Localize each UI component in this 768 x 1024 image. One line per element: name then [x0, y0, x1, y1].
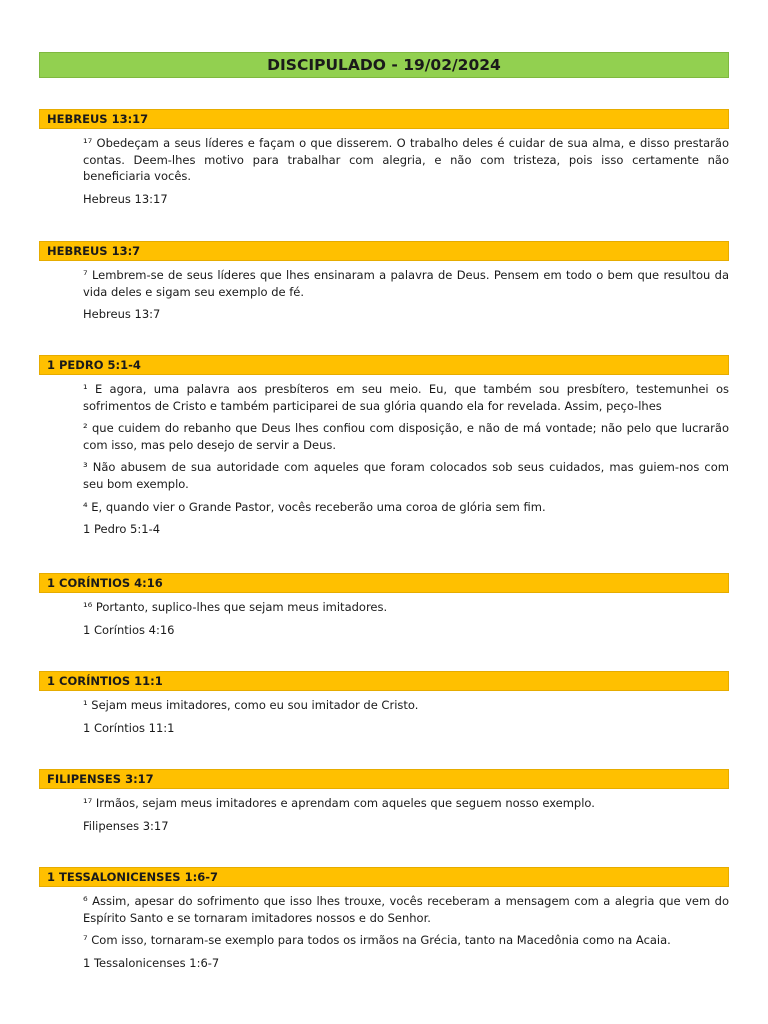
section-header: FILIPENSES 3:17 [39, 769, 729, 789]
verse-text: ⁷ Lembrem-se de seus líderes que lhes ensinaram a palavra de Deus. Pensem em todo o bem que resultou da vida deles e sigam seu exemplo de fé. [83, 268, 729, 299]
section-filipenses-3-17 [39, 769, 729, 834]
verse-text: ⁷ Com isso, tornaram-se exemplo para todos os irmãos na Grécia, tanto na Macedônia como na Acaia. [83, 933, 671, 948]
section-header: HEBREUS 13:7 [39, 241, 729, 261]
verse-text: ³ Não abusem de sua autoridade com aqueles que foram colocados sob seus cuidados, mas guiem-nos com seu bom exemplo. [83, 460, 729, 491]
verse-text: ¹ E agora, uma palavra aos presbíteros em seu meio. Eu, que também sou presbítero, testemunhei os sofrimentos de Cristo e também participarei de sua glória quando ela for revelada. Assim, peço-lhes [83, 382, 729, 413]
section-1-corintios-11-1 [39, 671, 729, 736]
section-1-corintios-4-16 [39, 573, 729, 638]
section-header: 1 TESSALONICENSES 1:6-7 [39, 867, 729, 887]
section-hebreus-13-7 [39, 241, 729, 323]
section-hebreus-13-17 [39, 109, 729, 207]
verse-reference: Hebreus 13:7 [83, 307, 161, 322]
section-1-pedro-5-1-4 [39, 355, 729, 538]
section-header: 1 PEDRO 5:1-4 [39, 355, 729, 375]
verse-text: ⁶ Assim, apesar do sofrimento que isso lhes trouxe, vocês receberam a mensagem com a alegria que vem do Espírito Santo e se tornaram imitadores nossos e do Senhor. [83, 894, 729, 925]
section-header: HEBREUS 13:17 [39, 109, 729, 129]
section-header: 1 CORÍNTIOS 11:1 [39, 671, 729, 691]
verse-reference: 1 Pedro 5:1-4 [83, 522, 161, 537]
verse-reference: Hebreus 13:17 [83, 191, 168, 206]
verse-reference: 1 Tessalonicenses 1:6-7 [83, 955, 220, 970]
section-header: 1 CORÍNTIOS 4:16 [39, 573, 729, 593]
verse-reference: 1 Coríntios 11:1 [83, 720, 175, 735]
verse-text: ¹ Sejam meus imitadores, como eu sou imitador de Cristo. [83, 698, 419, 712]
verse-reference: Filipenses 3:17 [83, 818, 169, 833]
page-title: DISCIPULADO - 19/02/2024 [39, 52, 729, 78]
verse-reference: 1 Coríntios 4:16 [83, 622, 175, 637]
verse-text: ¹⁷ Irmãos, sejam meus imitadores e aprendam com aqueles que seguem nosso exemplo. [83, 796, 595, 810]
verse-text: ¹⁶ Portanto, suplico-lhes que sejam meus imitadores. [83, 600, 388, 614]
verse-text: ² que cuidem do rebanho que Deus lhes confiou com disposição, e não de má vontade; não pelo que lucrarão com isso, mas pelo desejo de servir a Deus. [83, 421, 729, 452]
section-1-tessalonicenses-1-6-7 [39, 867, 729, 971]
verse-text: ⁴ E, quando vier o Grande Pastor, vocês receberão uma coroa de glória sem fim. [83, 499, 546, 514]
verse-text: ¹⁷ Obedeçam a seus líderes e façam o que disserem. O trabalho deles é cuidar de sua alma, e disso prestarão contas. Deem-lhes motivo para trabalhar com alegria, e não com tristeza, pois isso certamente não beneficiaria vocês. [83, 136, 729, 184]
